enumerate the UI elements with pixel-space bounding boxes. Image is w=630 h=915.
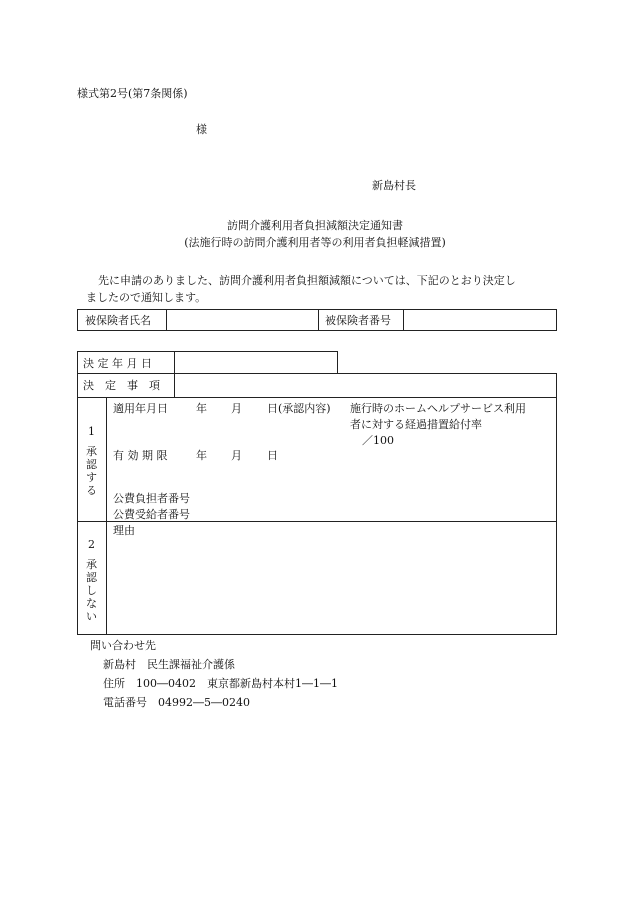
apply-month: 月: [231, 402, 242, 415]
public-recipient-number-label: 公費受給者番号: [113, 508, 190, 521]
document-title: 訪問介護利用者負担減額決定通知書: [227, 219, 403, 232]
deny-char: 認: [86, 571, 97, 584]
insured-number-label: 被保険者番号: [325, 314, 391, 327]
document-subtitle: (法施行時の訪問介護利用者等の利用者負担軽減措置): [184, 236, 446, 249]
decision-matters-table: [77, 373, 557, 635]
decision-date-row: [77, 351, 338, 374]
deny-char: し: [86, 584, 97, 597]
decision-date-label: 決 定 年 月 日: [83, 357, 152, 370]
validity-day: 日: [267, 449, 278, 462]
deny-char: な: [86, 597, 97, 610]
reason-label: 理由: [113, 524, 135, 537]
contact-office: 新島村 民生課福祉介護係: [103, 658, 235, 671]
approve-char: る: [86, 484, 97, 497]
form-number: 様式第2号(第7条関係): [77, 87, 188, 100]
approve-vertical-label: [86, 446, 97, 496]
approve-number: 1: [88, 425, 95, 438]
insured-name-label: 被保険者氏名: [85, 314, 151, 327]
public-payer-number-label: 公費負担者番号: [113, 492, 190, 505]
approve-char: す: [86, 471, 97, 484]
deny-char: 承: [86, 558, 97, 571]
benefit-rate: ／100: [362, 434, 394, 447]
intro-line-2: ましたので通知します。: [86, 291, 207, 304]
deny-vertical-label: [86, 559, 97, 622]
apply-year: 年: [196, 402, 207, 415]
addressee-suffix: 様: [196, 123, 207, 136]
validity-year: 年: [196, 449, 207, 462]
deny-char: い: [86, 610, 97, 623]
intro-line-1: 先に申請のありました、訪問介護利用者負担額減額については、下記のとおり決定し: [98, 274, 516, 287]
contact-phone: 電話番号 04992―5―0240: [103, 696, 250, 709]
approve-char: 認: [86, 458, 97, 471]
approval-content-line-1: 施行時のホームヘルプサービス利用: [350, 402, 526, 415]
approval-content-line-2: 者に対する経過措置給付率: [350, 418, 482, 431]
contact-address: 住所 100―0402 東京都新島村本村1―1―1: [103, 677, 338, 690]
apply-date-label: 適用年月日: [113, 402, 168, 415]
validity-label: 有 効 期 限: [113, 449, 168, 462]
insured-table: [77, 309, 557, 331]
approve-char: 承: [86, 445, 97, 458]
apply-day-note: 日(承認内容): [267, 402, 331, 415]
deny-number: 2: [88, 538, 95, 551]
contact-heading: 問い合わせ先: [90, 639, 156, 652]
validity-month: 月: [231, 449, 242, 462]
issuer: 新島村長: [372, 179, 416, 192]
decision-matters-label: 決 定 事 項: [83, 379, 160, 392]
